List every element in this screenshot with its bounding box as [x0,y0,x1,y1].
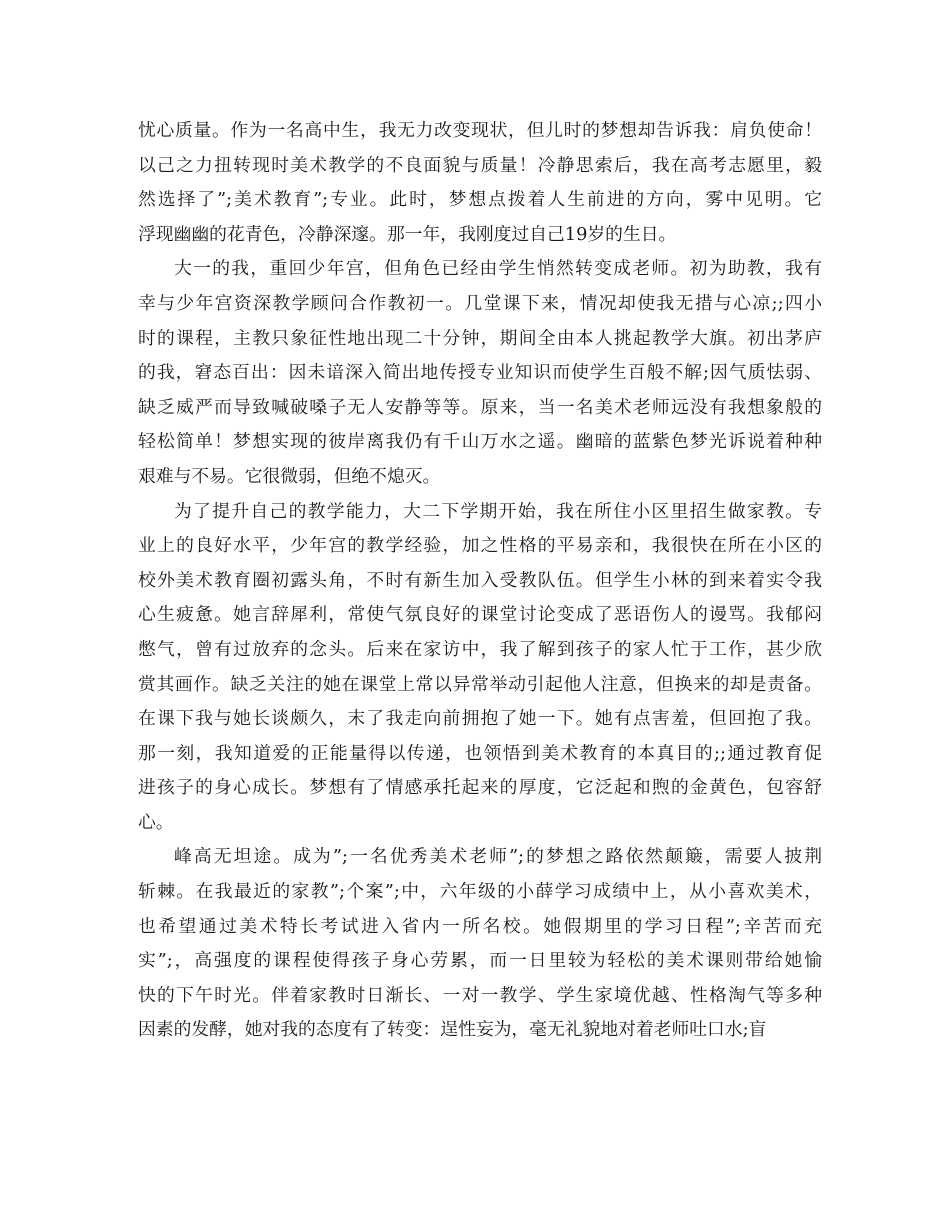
text-line: 幸与少年宫资深教学顾问合作教初一。几堂课下来，情况却使我无措与心凉;;四小 [138,292,822,314]
text-line: 那一刻，我知道爱的正能量得以传递，也领悟到美术教育的本真目的;;通过教育促 [138,742,822,764]
text-line: 实”;，高强度的课程使得孩子身心劳累，而一日里较为轻松的美术课则带给她愉 [138,950,822,972]
text-line: 大一的我，重回少年宫，但角色已经由学生悄然转变成老师。初为助教，我有 [174,258,822,280]
paragraph [138,495,822,841]
text-line: 憋气，曾有过放弃的念头。后来在家访中，我了解到孩子的家人忙于工作，甚少欣 [138,638,822,660]
text-line: 轻松简单！梦想实现的彼岸离我仍有千山万水之遥。幽暗的蓝紫色梦光诉说着种种 [138,431,822,453]
text-line: 缺乏威严而导致喊破嗓子无人安静等等。原来，当一名美术老师远没有我想象般的 [138,396,822,418]
text-line: 浮现幽幽的花青色，冷静深邃。那一年，我刚度过自己19岁的生日。 [138,223,677,245]
text-line: 心生疲惫。她言辞犀利，常使气氛良好的课堂讨论变成了恶语伤人的谩骂。我郁闷 [138,604,822,626]
text-line: 为了提升自己的教学能力，大二下学期开始，我在所住小区里招生做家教。专 [174,500,822,522]
text-line: 时的课程，主教只象征性地出现二十分钟，期间全由本人挑起教学大旗。初出茅庐 [138,327,822,349]
text-line: 忧心质量。作为一名高中生，我无力改变现状，但儿时的梦想却告诉我：肩负使命！ [138,120,822,141]
text-line: 校外美术教育圈初露头角，不时有新生加入受教队伍。但学生小林的到来着实令我 [138,569,822,591]
text-line: 斩棘。在我最近的家教”;个案”;中，六年级的小薛学习成绩中上，从小喜欢美术， [138,881,822,903]
text-line: 在课下我与她长谈颇久，末了我走向前拥抱了她一下。她有点害羞，但回抱了我。 [138,708,822,730]
text-line: 因素的发酵，她对我的态度有了转变：逞性妄为，毫无礼貌地对着老师吐口水;盲 [138,1019,767,1041]
text-line: 心。 [138,811,174,833]
text-line: 的我，窘态百出：因未谙深入简出地传授专业知识而使学生百般不解;因气质怯弱、 [138,362,822,384]
document-page [138,114,822,1048]
paragraph [138,114,822,252]
text-line: 也希望通过美术特长考试进入省内一所名校。她假期里的学习日程”;辛苦而充 [138,915,822,937]
text-line: 以己之力扭转现时美术教学的不良面貌与质量！冷静思索后，我在高考志愿里，毅 [138,154,822,176]
paragraph [138,840,822,1048]
text-line: 快的下午时光。伴着家教时日渐长、一对一教学、学生家境优越、性格淘气等多种 [138,984,822,1006]
text-line: 赏其画作。缺乏关注的她在课堂上常以异常举动引起他人注意，但换来的却是责备。 [138,673,822,695]
text-line: 峰高无坦途。成为”;一名优秀美术老师”;的梦想之路依然颠簸，需要人披荆 [174,846,822,868]
text-line: 业上的良好水平，少年宫的教学经验，加之性格的平易亲和，我很快在所在小区的 [138,535,822,557]
text-line: 进孩子的身心成长。梦想有了情感承托起来的厚度，它泛起和煦的金黄色，包容舒 [138,777,822,799]
text-line: 然选择了”;美术教育”;专业。此时，梦想点拨着人生前进的方向，雾中见明。它 [138,189,822,211]
text-line: 艰难与不易。它很微弱，但绝不熄灭。 [138,465,441,487]
paragraph [138,252,822,494]
